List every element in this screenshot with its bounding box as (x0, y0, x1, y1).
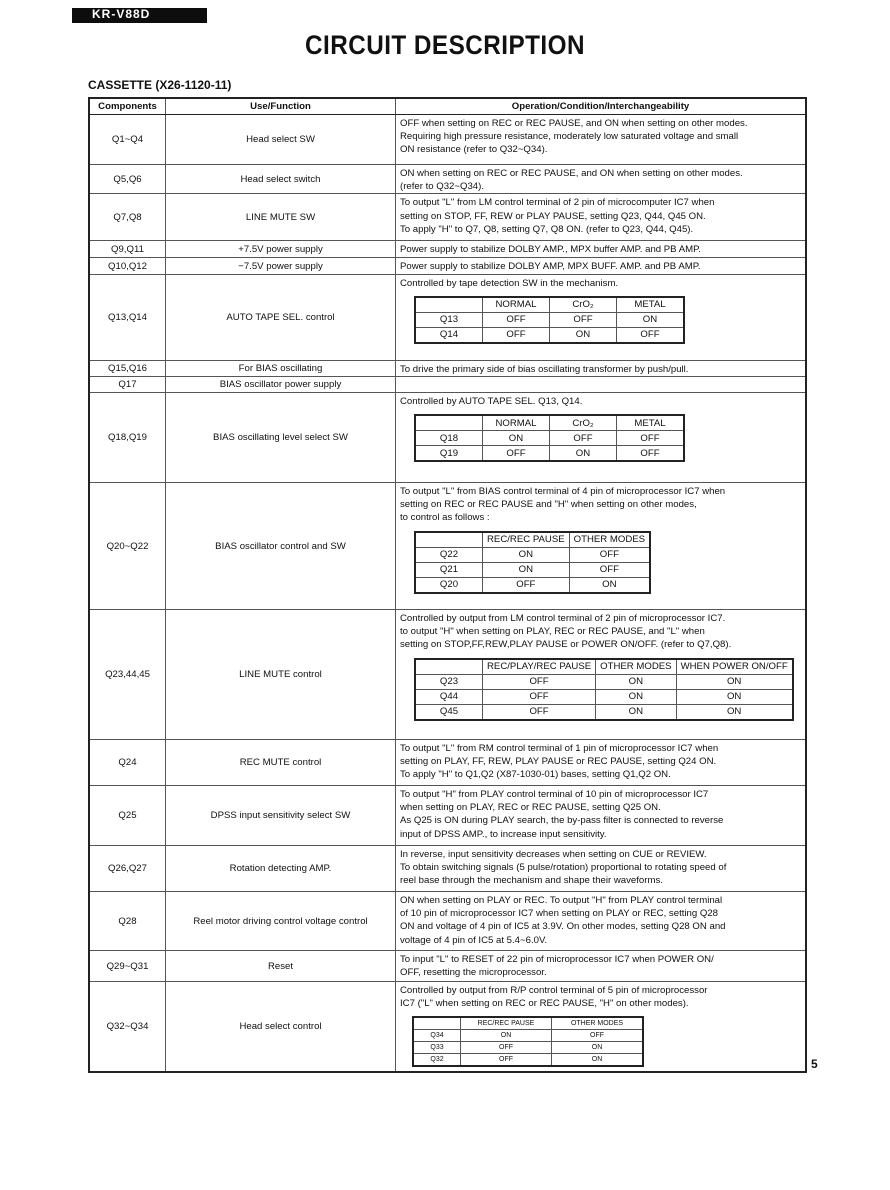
subtable-cell: OFF (617, 431, 685, 446)
subtable-row (415, 704, 793, 720)
subtable-cell: ON (596, 704, 676, 720)
subtable-cell: Q33 (413, 1042, 461, 1054)
subtable-cell: Q13 (415, 312, 483, 327)
operation-line: Power supply to stabilize DOLBY AMP., MPX buffer AMP. and PB AMP. (400, 244, 701, 256)
operation-cell (396, 241, 807, 258)
subtable-cell: OFF (550, 431, 617, 446)
subtable-cell: ON (552, 1042, 644, 1054)
subtable-cell: ON (550, 446, 617, 462)
subtable-row (415, 562, 650, 577)
operation-cell (396, 892, 807, 951)
subtable-cell: Q22 (415, 547, 483, 562)
function-cell: LINE MUTE SW (166, 194, 396, 241)
subtable-cell: OFF (550, 312, 617, 327)
component-cell: Q10,Q12 (89, 258, 166, 274)
subtable-cell: OFF (617, 327, 685, 343)
function-cell: Reset (166, 951, 396, 982)
function-cell: Head select SW (166, 115, 396, 165)
operation-cell (396, 258, 807, 274)
subtable-row (415, 312, 684, 327)
state-subtable (412, 1016, 644, 1067)
subtable-cell: Q21 (415, 562, 483, 577)
operation-line: OFF when setting on REC or REC PAUSE, and ON when setting on other modes. (400, 118, 748, 129)
component-cell: Q17 (89, 376, 166, 392)
operation-line: ON when setting on REC or REC PAUSE, and ON when setting on other modes. (400, 168, 743, 179)
column-header-function: Use/Function (166, 98, 396, 115)
table-row (89, 165, 806, 194)
operation-line: To output "L" from LM control terminal of 2 pin of microcomputer IC7 when (400, 197, 715, 209)
component-cell: Q23,44,45 (89, 610, 166, 740)
function-cell: DPSS input sensitivity select SW (166, 786, 396, 846)
operation-line: To obtain switching signals (5 pulse/rotation) proportional to rotating speed of (400, 862, 727, 874)
table-row (89, 483, 806, 610)
function-cell: REC MUTE control (166, 740, 396, 786)
subtable-header-cell (415, 659, 483, 675)
subtable-cell: OFF (552, 1030, 644, 1042)
operation-cell (396, 740, 807, 786)
subtable-cell: OFF (483, 674, 596, 689)
function-cell: AUTO TAPE SEL. control (166, 274, 396, 360)
subtable-cell: OFF (483, 577, 570, 593)
component-cell: Q32~Q34 (89, 982, 166, 1073)
operation-line: As Q25 is ON during PLAY search, the by-pass filter is connected to reverse (400, 815, 724, 827)
subtable-header-cell: CrO₂ (550, 297, 617, 313)
subtable-cell: OFF (483, 312, 550, 327)
subtable-header-cell: WHEN POWER ON/OFF (676, 659, 793, 675)
subtable-cell: ON (552, 1054, 644, 1067)
subtable-row (415, 547, 650, 562)
operation-line: setting on STOP,FF,REW,PLAY PAUSE or POWER ON/OFF. (refer to Q7,Q8). (400, 639, 732, 651)
state-subtable (414, 296, 685, 344)
subtable-header-cell: OTHER MODES (552, 1017, 644, 1030)
table-row (89, 241, 806, 258)
subtable-header-row (415, 415, 684, 431)
operation-line: Controlled by output from LM control terminal of 2 pin of microprocessor IC7. (400, 613, 726, 625)
subtable-header-cell: OTHER MODES (569, 532, 650, 548)
subtable-row (415, 327, 684, 343)
subtable-cell: Q45 (415, 704, 483, 720)
operation-cell (396, 982, 807, 1073)
operation-line: to control as follows : (400, 512, 490, 524)
subtable-cell: OFF (617, 446, 685, 462)
operation-line: To apply "H" to Q1,Q2 (X87-1030-01) bases, setting Q1,Q2 ON. (400, 769, 671, 781)
subtable-cell: Q23 (415, 674, 483, 689)
subtable-row (415, 431, 684, 446)
component-cell: Q13,Q14 (89, 274, 166, 360)
subtable-row (413, 1042, 643, 1054)
operation-line: To input "L" to RESET of 22 pin of microprocessor IC7 when POWER ON/ (400, 954, 714, 966)
table-row (89, 393, 806, 483)
operation-line: when setting on PLAY, REC or REC PAUSE, setting Q25 ON. (400, 802, 661, 814)
operation-cell (396, 483, 807, 610)
function-cell: +7.5V power supply (166, 241, 396, 258)
state-subtable (414, 531, 651, 594)
subtable-cell: OFF (569, 562, 650, 577)
subtable-cell: ON (550, 327, 617, 343)
table-row (89, 610, 806, 740)
operation-line: setting on STOP, FF, REW or PLAY PAUSE, setting Q23, Q44, Q45 ON. (400, 210, 706, 222)
component-cell: Q29~Q31 (89, 951, 166, 982)
circuit-description-table (88, 97, 807, 1073)
operation-line: ON and voltage of 4 pin of IC5 at 3.9V. On other modes, setting Q28 ON and (400, 921, 726, 933)
table-row (89, 846, 806, 892)
function-cell: LINE MUTE control (166, 610, 396, 740)
subtable-header-cell: NORMAL (483, 415, 550, 431)
operation-line: input of DPSS AMP., to increase input sensitivity. (400, 828, 607, 840)
component-cell: Q1~Q4 (89, 115, 166, 165)
function-cell: −7.5V power supply (166, 258, 396, 274)
subtable-cell: Q34 (413, 1030, 461, 1042)
function-cell: For BIAS oscillating (166, 360, 396, 376)
subtable-cell: ON (596, 689, 676, 704)
subtable-cell: ON (569, 577, 650, 593)
operation-cell (396, 165, 807, 194)
function-cell: BIAS oscillator control and SW (166, 483, 396, 610)
table-row (89, 360, 806, 376)
subtable-cell: Q18 (415, 431, 483, 446)
state-subtable (414, 414, 685, 462)
subtable-cell: OFF (483, 704, 596, 720)
operation-line: IC7 ("L" when setting on REC or REC PAUSE, "H" on other modes). (400, 998, 689, 1010)
subtable-cell: ON (596, 674, 676, 689)
subtable-cell: Q20 (415, 577, 483, 593)
subtable-cell: OFF (483, 327, 550, 343)
component-cell: Q7,Q8 (89, 194, 166, 241)
component-cell: Q20~Q22 (89, 483, 166, 610)
subtable-cell: ON (617, 312, 685, 327)
subtable-cell: OFF (569, 547, 650, 562)
subtable-cell: Q19 (415, 446, 483, 462)
subtable-header-cell: METAL (617, 415, 685, 431)
subtable-cell: ON (676, 689, 793, 704)
operation-line: of 10 pin of microprocessor IC7 when setting on PLAY or REC, setting Q28 (400, 908, 718, 920)
operation-line: In reverse, input sensitivity decreases when setting on CUE or REVIEW. (400, 849, 707, 861)
component-cell: Q24 (89, 740, 166, 786)
operation-line: ON when setting on PLAY or REC. To output "H" from PLAY control terminal (400, 895, 723, 907)
operation-line: voltage of 4 pin of IC5 at 5.4~6.0V. (400, 934, 548, 946)
subtable-header-cell (415, 297, 483, 313)
subtable-header-row (415, 297, 684, 313)
page-title: CIRCUIT DESCRIPTION (305, 30, 585, 60)
operation-line: setting on REC or REC PAUSE and "H" when setting on other modes, (400, 499, 697, 511)
subtable-header-cell (415, 532, 483, 548)
table-row (89, 740, 806, 786)
subtable-cell: ON (676, 674, 793, 689)
operation-line: Controlled by output from R/P control terminal of 5 pin of microprocessor (400, 985, 708, 997)
operation-cell (396, 786, 807, 846)
subtable-cell: ON (483, 547, 570, 562)
subtable-row (415, 446, 684, 462)
function-cell: Head select control (166, 982, 396, 1073)
operation-cell (396, 846, 807, 892)
component-cell: Q28 (89, 892, 166, 951)
component-cell: Q9,Q11 (89, 241, 166, 258)
component-cell: Q25 (89, 786, 166, 846)
subtable-header-cell: CrO₂ (550, 415, 617, 431)
function-cell: Head select switch (166, 165, 396, 194)
operation-cell (396, 115, 807, 165)
operation-line (400, 379, 801, 392)
subtable-cell: Q14 (415, 327, 483, 343)
table-row (89, 982, 806, 1073)
table-row (89, 376, 806, 392)
subtable-row (415, 674, 793, 689)
subtable-header-cell (415, 415, 483, 431)
component-cell: Q15,Q16 (89, 360, 166, 376)
state-subtable (414, 658, 794, 721)
subtable-cell: OFF (483, 446, 550, 462)
table-header-row (89, 98, 806, 115)
operation-line: (refer to Q32~Q34). (400, 181, 484, 193)
operation-line: reel base through the mechanism and shape their waveforms. (400, 875, 663, 887)
subtable-row (415, 689, 793, 704)
subtable-header-row (413, 1017, 643, 1030)
subtable-row (413, 1030, 643, 1042)
operation-cell (396, 393, 807, 483)
subtable-cell: OFF (461, 1042, 552, 1054)
component-cell: Q5,Q6 (89, 165, 166, 194)
subtable-header-cell: METAL (617, 297, 685, 313)
component-cell: Q18,Q19 (89, 393, 166, 483)
subtable-row (413, 1054, 643, 1067)
subtable-header-cell (413, 1017, 461, 1030)
operation-line: Controlled by AUTO TAPE SEL. Q13, Q14. (400, 396, 583, 408)
subtable-cell: ON (676, 704, 793, 720)
subtable-cell: OFF (461, 1054, 552, 1067)
operation-line: To drive the primary side of bias oscillating transformer by push/pull. (400, 363, 689, 375)
table-row (89, 194, 806, 241)
operation-line: To apply "H" to Q7, Q8, setting Q7, Q8 ON. (refer to Q23, Q44, Q45). (400, 223, 694, 235)
operation-cell (396, 376, 807, 392)
operation-cell (396, 610, 807, 740)
operation-cell (396, 360, 807, 376)
operation-line: Power supply to stabilize DOLBY AMP, MPX BUFF. AMP. and PB AMP. (400, 261, 701, 273)
subtable-header-row (415, 659, 793, 675)
section-heading: CASSETTE (X26-1120-11) (88, 78, 232, 92)
page-number: 5 (811, 1057, 818, 1071)
column-header-components: Components (89, 98, 166, 115)
operation-line: ON resistance (refer to Q32~Q34). (400, 144, 548, 156)
operation-line: Controlled by tape detection SW in the mechanism. (400, 277, 619, 289)
subtable-cell: ON (483, 562, 570, 577)
table-row (89, 274, 806, 360)
operation-cell (396, 274, 807, 360)
operation-cell (396, 951, 807, 982)
subtable-row (415, 577, 650, 593)
operation-line: To output "L" from RM control terminal of 1 pin of microprocessor IC7 when (400, 743, 719, 755)
subtable-cell: Q44 (415, 689, 483, 704)
subtable-header-cell: REC/PLAY/REC PAUSE (483, 659, 596, 675)
subtable-header-cell: REC/REC PAUSE (483, 532, 570, 548)
subtable-cell: Q32 (413, 1054, 461, 1067)
table-row (89, 258, 806, 274)
operation-line: To output "L" from BIAS control terminal of 4 pin of microprocessor IC7 when (400, 486, 726, 498)
subtable-cell: ON (483, 431, 550, 446)
subtable-header-cell: NORMAL (483, 297, 550, 313)
subtable-header-row (415, 532, 650, 548)
subtable-header-cell: REC/REC PAUSE (461, 1017, 552, 1030)
function-cell: BIAS oscillator power supply (166, 376, 396, 392)
table-row (89, 115, 806, 165)
table-row (89, 951, 806, 982)
subtable-cell: ON (461, 1030, 552, 1042)
operation-cell (396, 194, 807, 241)
table-row (89, 786, 806, 846)
function-cell: Rotation detecting AMP. (166, 846, 396, 892)
operation-line: To output "H" from PLAY control terminal of 10 pin of microprocessor IC7 (400, 789, 709, 801)
model-tab: KR-V88D (72, 8, 207, 23)
operation-line: setting on PLAY, FF, REW, PLAY PAUSE or REC PAUSE, setting Q24 ON. (400, 756, 717, 768)
subtable-header-cell: OTHER MODES (596, 659, 676, 675)
subtable-cell: OFF (483, 689, 596, 704)
component-cell: Q26,Q27 (89, 846, 166, 892)
operation-line: Requiring high pressure resistance, moderately low saturated voltage and small (400, 131, 739, 143)
column-header-operation: Operation/Condition/Interchangeability (396, 98, 807, 115)
function-cell: Reel motor driving control voltage control (166, 892, 396, 951)
function-cell: BIAS oscillating level select SW (166, 393, 396, 483)
operation-line: to output "H" when setting on PLAY, REC or REC PAUSE, and "L" when (400, 626, 705, 638)
table-row (89, 892, 806, 951)
operation-line: OFF, resetting the microprocessor. (400, 967, 547, 979)
